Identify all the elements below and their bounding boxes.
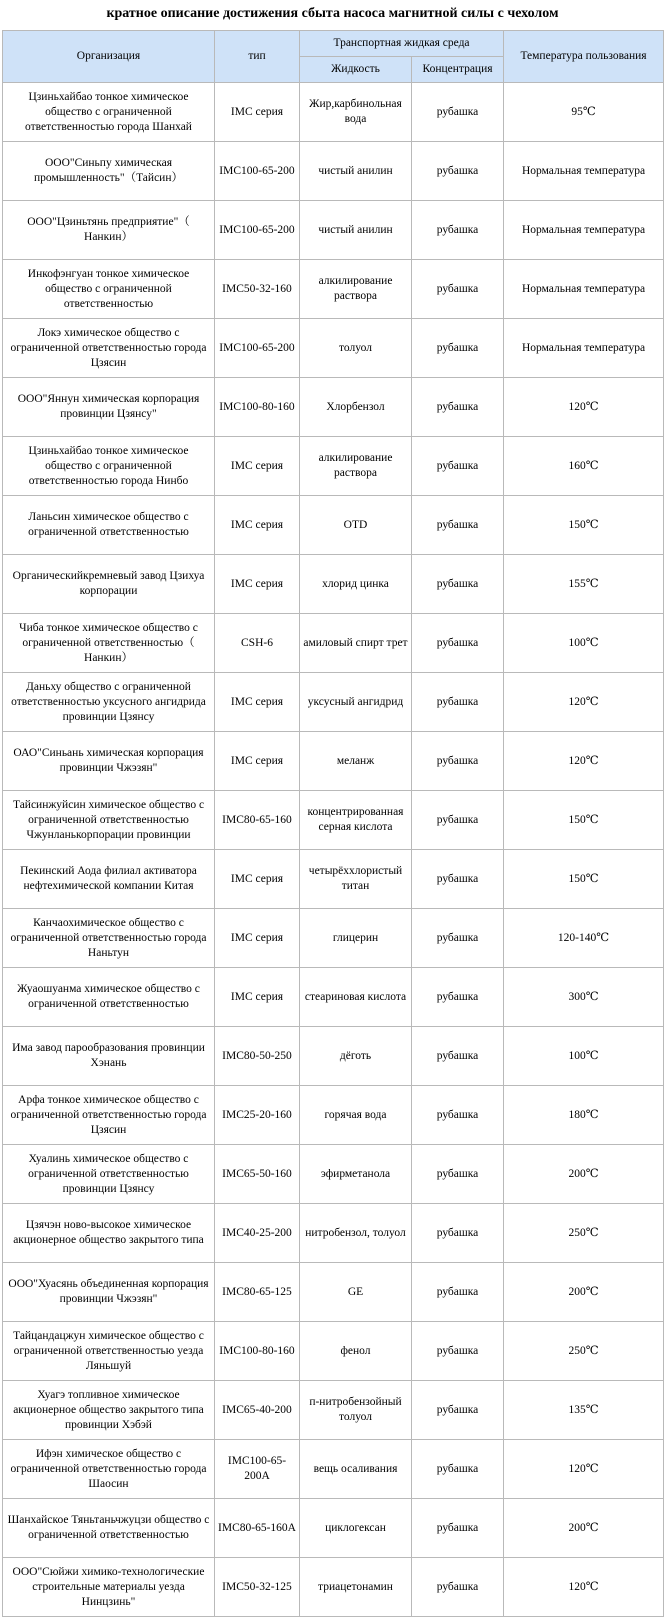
cell-concentration-text: рубашка [436, 1580, 479, 1593]
cell-temperature [504, 1145, 664, 1204]
cell-temperature [504, 1440, 664, 1499]
cell-organization-text: ООО"Сюйжи химико-технологические строительные материалы уезда Нинцзинь" [12, 1565, 205, 1608]
cell-temperature-text: 120℃ [568, 695, 599, 708]
table-row [3, 1027, 664, 1086]
cell-temperature [504, 1027, 664, 1086]
cell-type-text: IMC100-65-200A [227, 1455, 287, 1482]
cell-liquid-text: глицерин [332, 931, 379, 944]
cell-temperature-text: 120-140℃ [557, 931, 610, 944]
cell-type [215, 791, 300, 850]
cell-organization-text: Арфа тонкое химическое общество с ограниченной ответственностью города Цзясин [10, 1093, 207, 1136]
cell-organization [3, 496, 215, 555]
cell-concentration-text: рубашка [436, 105, 479, 118]
cell-concentration [412, 614, 504, 673]
cell-type [215, 83, 300, 142]
cell-temperature [504, 1263, 664, 1322]
cell-type [215, 673, 300, 732]
cell-concentration-text: рубашка [436, 931, 479, 944]
cell-temperature-text: 200℃ [568, 1167, 599, 1180]
cell-concentration-text: рубашка [436, 1521, 479, 1534]
cell-temperature [504, 1558, 664, 1617]
table-row [3, 732, 664, 791]
cell-temperature [504, 378, 664, 437]
cell-liquid [300, 1263, 412, 1322]
cell-type-text: IMC65-40-200 [222, 1403, 292, 1416]
cell-liquid-text: чистый анилин [318, 223, 393, 236]
cell-liquid [300, 83, 412, 142]
cell-concentration [412, 850, 504, 909]
cell-organization-text: Хуалинь химическое общество с ограниченной ответственностью провинции Цзянсу [28, 1152, 189, 1195]
cell-type-text: IMC серия [230, 577, 284, 590]
table-row [3, 555, 664, 614]
cell-temperature [504, 968, 664, 1027]
cell-liquid [300, 673, 412, 732]
sales-table [2, 30, 664, 1617]
cell-concentration [412, 1440, 504, 1499]
cell-type [215, 909, 300, 968]
cell-type-text: IMC80-65-160 [222, 813, 292, 826]
cell-type-text: IMC серия [230, 931, 284, 944]
cell-liquid-text: толуол [338, 341, 372, 354]
cell-type-text: IMC серия [230, 105, 284, 118]
cell-type [215, 1499, 300, 1558]
cell-organization [3, 1381, 215, 1440]
cell-organization [3, 1322, 215, 1381]
cell-concentration-text: рубашка [436, 164, 479, 177]
cell-liquid-text: триацетонамин [318, 1580, 393, 1593]
cell-concentration-text: рубашка [436, 1167, 479, 1180]
cell-liquid [300, 378, 412, 437]
cell-type [215, 1322, 300, 1381]
cell-liquid-text: OTD [343, 518, 368, 531]
cell-concentration-text: рубашка [436, 695, 479, 708]
header-temperature: Температура пользования [504, 31, 664, 83]
cell-organization [3, 555, 215, 614]
cell-liquid-text: алкилирование раствора [318, 452, 393, 479]
cell-concentration [412, 1499, 504, 1558]
cell-organization [3, 83, 215, 142]
cell-organization-text: Тайсинжуйсин химическое общество с ограниченной ответственностью Чжунланькорпорации провинции [12, 798, 205, 841]
header-medium: Транспортная жидкая среда [300, 31, 504, 57]
cell-liquid-text: амиловый спирт трет [303, 636, 408, 649]
cell-concentration-text: рубашка [436, 341, 479, 354]
table-row [3, 1440, 664, 1499]
header-concentration: Концентрация [412, 57, 504, 83]
cell-concentration-text: рубашка [436, 1462, 479, 1475]
cell-concentration [412, 142, 504, 201]
cell-type [215, 201, 300, 260]
cell-liquid-text: стеариновая кислота [304, 990, 407, 1003]
cell-organization [3, 614, 215, 673]
cell-temperature [504, 142, 664, 201]
cell-temperature-text: 100℃ [568, 1049, 599, 1062]
cell-organization [3, 850, 215, 909]
cell-organization [3, 1263, 215, 1322]
cell-liquid [300, 260, 412, 319]
cell-organization-text: Канчаохимическое общество с ограниченной ответственностью города Наньтун [10, 916, 207, 959]
cell-type-text: IMC серия [230, 695, 284, 708]
cell-temperature-text: 135℃ [568, 1403, 599, 1416]
cell-concentration-text: рубашка [436, 223, 479, 236]
cell-type-text: IMC40-25-200 [222, 1226, 292, 1239]
header-type: тип [215, 31, 300, 83]
table-row [3, 1322, 664, 1381]
cell-type-text: IMC100-65-200 [219, 164, 295, 177]
table-row [3, 614, 664, 673]
cell-liquid-text: дёготь [339, 1049, 372, 1062]
cell-temperature [504, 732, 664, 791]
cell-concentration [412, 1381, 504, 1440]
cell-organization-text: Даньху общество с ограниченной ответственностью уксусного ангидрида провинции Цзянсу [11, 680, 206, 723]
table-row [3, 142, 664, 201]
cell-liquid [300, 1440, 412, 1499]
cell-concentration [412, 83, 504, 142]
table-header [3, 31, 664, 83]
cell-organization [3, 201, 215, 260]
cell-concentration [412, 1027, 504, 1086]
cell-concentration [412, 555, 504, 614]
cell-type-text: IMC65-50-160 [222, 1167, 292, 1180]
cell-liquid [300, 791, 412, 850]
cell-type-text: IMC100-65-200 [219, 223, 295, 236]
cell-organization-text: Цзиньхайбао тонкое химическое общество с ограниченной ответственностью города Нинбо [28, 444, 189, 487]
cell-liquid [300, 1558, 412, 1617]
cell-temperature-text: 120℃ [568, 754, 599, 767]
cell-concentration [412, 909, 504, 968]
cell-type [215, 319, 300, 378]
cell-liquid-text: уксусный ангидрид [307, 695, 404, 708]
table-row [3, 83, 664, 142]
cell-type-text: IMC80-65-160A [218, 1521, 296, 1534]
cell-concentration [412, 1086, 504, 1145]
cell-liquid-text: эфирметанола [320, 1167, 391, 1180]
cell-organization-text: Пекинский Аода филиал активатора нефтехимической компании Китая [20, 865, 197, 892]
cell-type-text: IMC серия [230, 754, 284, 767]
cell-temperature [504, 260, 664, 319]
cell-temperature [504, 673, 664, 732]
cell-concentration-text: рубашка [436, 459, 479, 472]
cell-liquid [300, 1204, 412, 1263]
cell-temperature [504, 791, 664, 850]
cell-concentration-text: рубашка [436, 1108, 479, 1121]
cell-liquid-text: фенол [340, 1344, 371, 1357]
table-row [3, 673, 664, 732]
cell-organization-text: ООО"Синьпу химическая промышленность"（Тайсин） [34, 157, 183, 184]
cell-liquid-text: чистый анилин [318, 164, 393, 177]
table-row [3, 1499, 664, 1558]
cell-temperature-text: 95℃ [571, 105, 596, 118]
cell-temperature [504, 1499, 664, 1558]
cell-concentration-text: рубашка [436, 518, 479, 531]
cell-concentration [412, 1204, 504, 1263]
cell-type [215, 1204, 300, 1263]
cell-type [215, 142, 300, 201]
cell-liquid-text: нитробензол, толуол [305, 1226, 406, 1239]
cell-liquid-text: Жир,карбинольная вода [309, 98, 402, 125]
cell-organization-text: ООО"Хуасянь объединенная корпорация провинции Чжэзян" [8, 1278, 209, 1305]
cell-organization [3, 319, 215, 378]
cell-concentration-text: рубашка [436, 1344, 479, 1357]
cell-organization [3, 732, 215, 791]
table-row [3, 1086, 664, 1145]
cell-organization-text: Локэ химическое общество с ограниченной ответственностью города Цзясин [10, 326, 207, 369]
cell-temperature [504, 496, 664, 555]
table-row [3, 378, 664, 437]
cell-type [215, 614, 300, 673]
cell-type [215, 1145, 300, 1204]
cell-liquid-text: концентрированная серная кислота [307, 806, 404, 833]
cell-organization-text: Чиба тонкое химическое общество с ограниченной ответственностью（ Нанкин） [19, 621, 207, 664]
cell-organization [3, 909, 215, 968]
cell-temperature-text: Нормальная температура [521, 341, 646, 354]
cell-organization-text: Шанхайское Тяньтаньчжуцзи общество с ограниченной ответственностью [7, 1514, 210, 1541]
cell-type-text: IMC50-32-125 [222, 1580, 292, 1593]
cell-liquid [300, 1499, 412, 1558]
cell-temperature-text: 200℃ [568, 1285, 599, 1298]
table-row [3, 850, 664, 909]
cell-concentration-text: рубашка [436, 1403, 479, 1416]
cell-temperature [504, 850, 664, 909]
cell-type [215, 555, 300, 614]
cell-temperature-text: 120℃ [568, 400, 599, 413]
cell-organization [3, 1086, 215, 1145]
cell-concentration-text: рубашка [436, 990, 479, 1003]
table-body [3, 83, 664, 1617]
cell-liquid-text: четырёххлористый титан [308, 865, 403, 892]
cell-concentration [412, 673, 504, 732]
table-row [3, 319, 664, 378]
table-row [3, 968, 664, 1027]
cell-liquid [300, 614, 412, 673]
cell-organization [3, 437, 215, 496]
cell-temperature-text: Нормальная температура [521, 282, 646, 295]
cell-temperature-text: 180℃ [568, 1108, 599, 1121]
cell-temperature-text: 150℃ [568, 872, 599, 885]
cell-temperature-text: 150℃ [568, 813, 599, 826]
cell-type-text: IMC серия [230, 518, 284, 531]
cell-type-text: IMC100-65-200 [219, 341, 295, 354]
table-row [3, 201, 664, 260]
cell-temperature-text: 150℃ [568, 518, 599, 531]
cell-liquid [300, 319, 412, 378]
cell-liquid-text: меланж [336, 754, 375, 767]
cell-type-text: IMC80-50-250 [222, 1049, 292, 1062]
cell-temperature-text: 300℃ [568, 990, 599, 1003]
cell-temperature [504, 437, 664, 496]
cell-organization [3, 1499, 215, 1558]
cell-temperature-text: 250℃ [568, 1226, 599, 1239]
cell-organization-text: Цзячэн ново-высокое химическое акционерное общество закрытого типа [13, 1219, 204, 1246]
cell-temperature [504, 319, 664, 378]
cell-organization [3, 1027, 215, 1086]
cell-liquid-text: вещь осаливания [313, 1462, 398, 1475]
cell-temperature [504, 1204, 664, 1263]
cell-liquid-text: п-нитробензойный толуол [309, 1396, 402, 1423]
cell-organization-text: Хуагэ топливное химическое акционерное общество закрытого типа провинции Хэбэй [13, 1388, 204, 1431]
cell-liquid [300, 1322, 412, 1381]
header-liquid: Жидкость [300, 57, 412, 83]
cell-type [215, 1263, 300, 1322]
cell-temperature [504, 555, 664, 614]
table-row [3, 1558, 664, 1617]
cell-organization [3, 673, 215, 732]
cell-temperature-text: 120℃ [568, 1580, 599, 1593]
cell-organization [3, 1440, 215, 1499]
cell-concentration-text: рубашка [436, 1049, 479, 1062]
cell-organization-text: Инкофэнгуан тонкое химическое общество с ограниченной ответственностью [27, 267, 190, 310]
cell-concentration-text: рубашка [436, 577, 479, 590]
cell-liquid-text: GE [347, 1285, 364, 1298]
cell-liquid-text: хлорид цинка [322, 577, 389, 590]
cell-type [215, 968, 300, 1027]
cell-organization-text: Жуаошуанма химическое общество с ограниченной ответственностью [17, 983, 200, 1010]
cell-type [215, 1440, 300, 1499]
cell-organization-text: Органическийкремневый завод Цзихуа корпорации [12, 570, 205, 597]
cell-liquid-text: горячая вода [324, 1108, 387, 1121]
cell-temperature-text: 155℃ [568, 577, 599, 590]
page-title: кратное описание достижения сбыта насоса магнитной силы с чехолом [106, 6, 559, 21]
cell-concentration-text: рубашка [436, 636, 479, 649]
cell-liquid-text: алкилирование раствора [318, 275, 393, 302]
cell-type-text: IMC100-80-160 [219, 400, 295, 413]
table-row [3, 437, 664, 496]
table-row [3, 260, 664, 319]
cell-temperature-text: 120℃ [568, 1462, 599, 1475]
table-row [3, 1145, 664, 1204]
cell-liquid [300, 1027, 412, 1086]
cell-temperature-text: 100℃ [568, 636, 599, 649]
cell-type [215, 1086, 300, 1145]
cell-concentration [412, 1263, 504, 1322]
cell-concentration [412, 201, 504, 260]
cell-liquid [300, 732, 412, 791]
cell-type-text: IMC серия [230, 459, 284, 472]
cell-temperature [504, 909, 664, 968]
cell-concentration [412, 437, 504, 496]
table-row [3, 1381, 664, 1440]
cell-type [215, 378, 300, 437]
cell-organization-text: Ифэн химическое общество с ограниченной ответственностью города Шаосин [10, 1447, 207, 1490]
cell-temperature-text: 160℃ [568, 459, 599, 472]
cell-liquid [300, 201, 412, 260]
cell-type [215, 732, 300, 791]
cell-temperature [504, 201, 664, 260]
cell-temperature-text: Нормальная температура [521, 223, 646, 236]
cell-concentration [412, 378, 504, 437]
cell-type [215, 1381, 300, 1440]
cell-type [215, 260, 300, 319]
cell-liquid-text: циклогексан [325, 1521, 386, 1534]
cell-temperature [504, 1322, 664, 1381]
cell-concentration [412, 968, 504, 1027]
cell-organization [3, 1145, 215, 1204]
cell-temperature [504, 614, 664, 673]
cell-liquid [300, 437, 412, 496]
cell-organization-text: ООО"Цзиньтянь предприятие"（ Нанкин） [27, 216, 202, 243]
cell-organization [3, 142, 215, 201]
cell-concentration [412, 260, 504, 319]
cell-organization-text: Тайцандацжун химическое общество с ограниченной ответственностью уезда Ляньшуй [13, 1329, 204, 1372]
cell-type [215, 850, 300, 909]
cell-liquid [300, 496, 412, 555]
cell-type [215, 437, 300, 496]
cell-type-text: CSH-6 [241, 636, 273, 649]
cell-organization [3, 260, 215, 319]
cell-temperature-text: 200℃ [568, 1521, 599, 1534]
cell-organization-text: ООО"Яннун химическая корпорация провинции Цзянсу" [17, 393, 200, 420]
table-row [3, 496, 664, 555]
cell-concentration-text: рубашка [436, 813, 479, 826]
table-row [3, 909, 664, 968]
cell-concentration-text: рубашка [436, 1285, 479, 1298]
cell-liquid-text: Хлорбензол [326, 400, 385, 413]
cell-type-text: IMC серия [230, 990, 284, 1003]
cell-concentration [412, 1558, 504, 1617]
cell-organization [3, 968, 215, 1027]
cell-organization [3, 1558, 215, 1617]
cell-type [215, 1558, 300, 1617]
table-row [3, 1204, 664, 1263]
cell-concentration-text: рубашка [436, 400, 479, 413]
cell-liquid [300, 850, 412, 909]
cell-temperature [504, 1381, 664, 1440]
cell-type-text: IMC25-20-160 [222, 1108, 292, 1121]
cell-concentration [412, 791, 504, 850]
cell-temperature [504, 1086, 664, 1145]
cell-concentration [412, 319, 504, 378]
cell-liquid [300, 1381, 412, 1440]
cell-concentration-text: рубашка [436, 282, 479, 295]
cell-liquid [300, 142, 412, 201]
cell-liquid [300, 1086, 412, 1145]
cell-type-text: IMC50-32-160 [222, 282, 292, 295]
cell-concentration [412, 1322, 504, 1381]
cell-temperature [504, 83, 664, 142]
cell-concentration-text: рубашка [436, 872, 479, 885]
cell-type [215, 496, 300, 555]
cell-type-text: IMC80-65-125 [222, 1285, 292, 1298]
cell-organization [3, 1204, 215, 1263]
cell-organization-text: Ланьсин химическое общество с ограниченной ответственностью [28, 511, 189, 538]
table-row [3, 1263, 664, 1322]
cell-temperature-text: Нормальная температура [521, 164, 646, 177]
cell-concentration [412, 496, 504, 555]
header-organization: Организация [3, 31, 215, 83]
cell-liquid [300, 968, 412, 1027]
cell-type-text: IMC серия [230, 872, 284, 885]
cell-organization [3, 791, 215, 850]
cell-organization [3, 378, 215, 437]
cell-organization-text: ОАО"Синьань химическая корпорация провинции Чжэзян" [13, 747, 204, 774]
cell-liquid [300, 555, 412, 614]
cell-temperature-text: 250℃ [568, 1344, 599, 1357]
table-row [3, 791, 664, 850]
cell-liquid [300, 1145, 412, 1204]
cell-organization-text: Има завод парообразования провинции Хэнань [12, 1042, 205, 1069]
cell-type-text: IMC100-80-160 [219, 1344, 295, 1357]
cell-concentration [412, 732, 504, 791]
cell-organization-text: Цзиньхайбао тонкое химическое общество с ограниченной ответственностью города Шанхай [25, 90, 192, 133]
cell-concentration-text: рубашка [436, 754, 479, 767]
cell-concentration [412, 1145, 504, 1204]
cell-type [215, 1027, 300, 1086]
cell-liquid [300, 909, 412, 968]
cell-concentration-text: рубашка [436, 1226, 479, 1239]
